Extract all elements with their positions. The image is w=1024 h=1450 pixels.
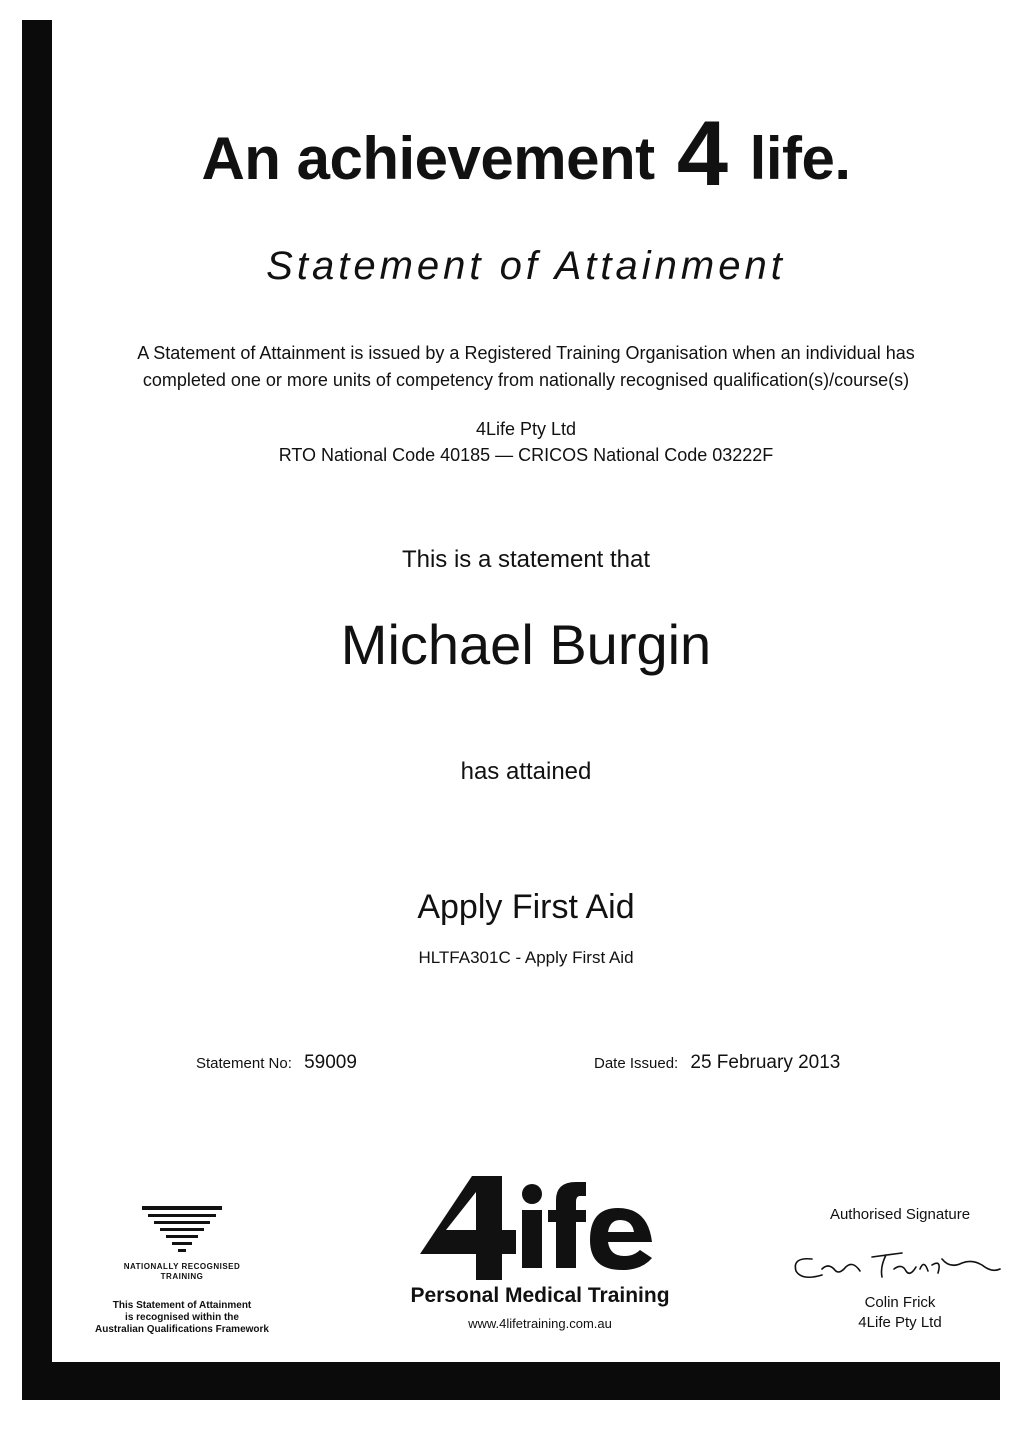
date-issued: 25 February 2013: [690, 1052, 841, 1073]
certificate-subtitle: Statement of Attainment: [266, 244, 786, 288]
signature-image: [782, 1229, 1002, 1289]
headline-post: life.: [749, 125, 851, 192]
nrt-triangle-icon: [142, 1200, 222, 1260]
nrt-label-line-1: NATIONALLY RECOGNISED: [123, 1262, 241, 1271]
nrt-note-line-3: Australian Qualifications Framework: [95, 1324, 269, 1335]
issuing-organisation: [52, 416, 1000, 468]
nrt-logo-block: [82, 1200, 282, 1336]
statement-lead: This is a statement that: [401, 546, 651, 573]
bottom-border-bar: [22, 1362, 1000, 1400]
brand-url: www.4lifetraining.com.au: [468, 1316, 612, 1331]
signatory: [800, 1293, 1000, 1333]
date-issued-block: [594, 1052, 840, 1074]
headline-pre: An achievement: [201, 125, 655, 192]
headline-number: 4: [676, 103, 728, 205]
nrt-note-line-1: This Statement of Attainment: [112, 1300, 252, 1311]
intro-paragraph: [52, 340, 1000, 394]
statement-number-block: [196, 1052, 357, 1074]
nrt-note: [82, 1300, 282, 1336]
nrt-label-line-2: TRAINING: [160, 1272, 204, 1281]
4life-logo: [410, 1168, 670, 1286]
signature-block: [800, 1206, 1000, 1333]
intro-line-1: A Statement of Attainment is issued by a Registered Training Organisation when an individual has: [137, 343, 915, 363]
left-border-bar: [22, 20, 52, 1400]
org-codes: RTO National Code 40185 — CRICOS National Code 03222F: [278, 445, 774, 465]
unit-code: HLTFA301C - Apply First Aid: [418, 948, 634, 967]
statement-label: Statement No:: [196, 1055, 292, 1072]
nrt-label: [82, 1262, 282, 1282]
org-name: 4Life Pty Ltd: [475, 419, 577, 439]
date-label: Date Issued:: [594, 1055, 679, 1072]
attained-text: has attained: [460, 758, 592, 785]
headline: [52, 102, 1000, 207]
signature-label: Authorised Signature: [829, 1206, 971, 1223]
recipient-name: Michael Burgin: [340, 613, 712, 676]
nrt-note-line-2: is recognised within the: [125, 1312, 239, 1323]
statement-number: 59009: [304, 1052, 357, 1073]
brand-logo-block: [360, 1168, 720, 1331]
course-title: Apply First Aid: [417, 888, 635, 926]
signatory-name: Colin Frick: [864, 1294, 936, 1311]
brand-tagline: Personal Medical Training: [410, 1284, 670, 1307]
signatory-org: 4Life Pty Ltd: [858, 1314, 942, 1331]
intro-line-2: completed one or more units of competency from nationally recognised qualification(s)/course(s): [142, 370, 910, 390]
